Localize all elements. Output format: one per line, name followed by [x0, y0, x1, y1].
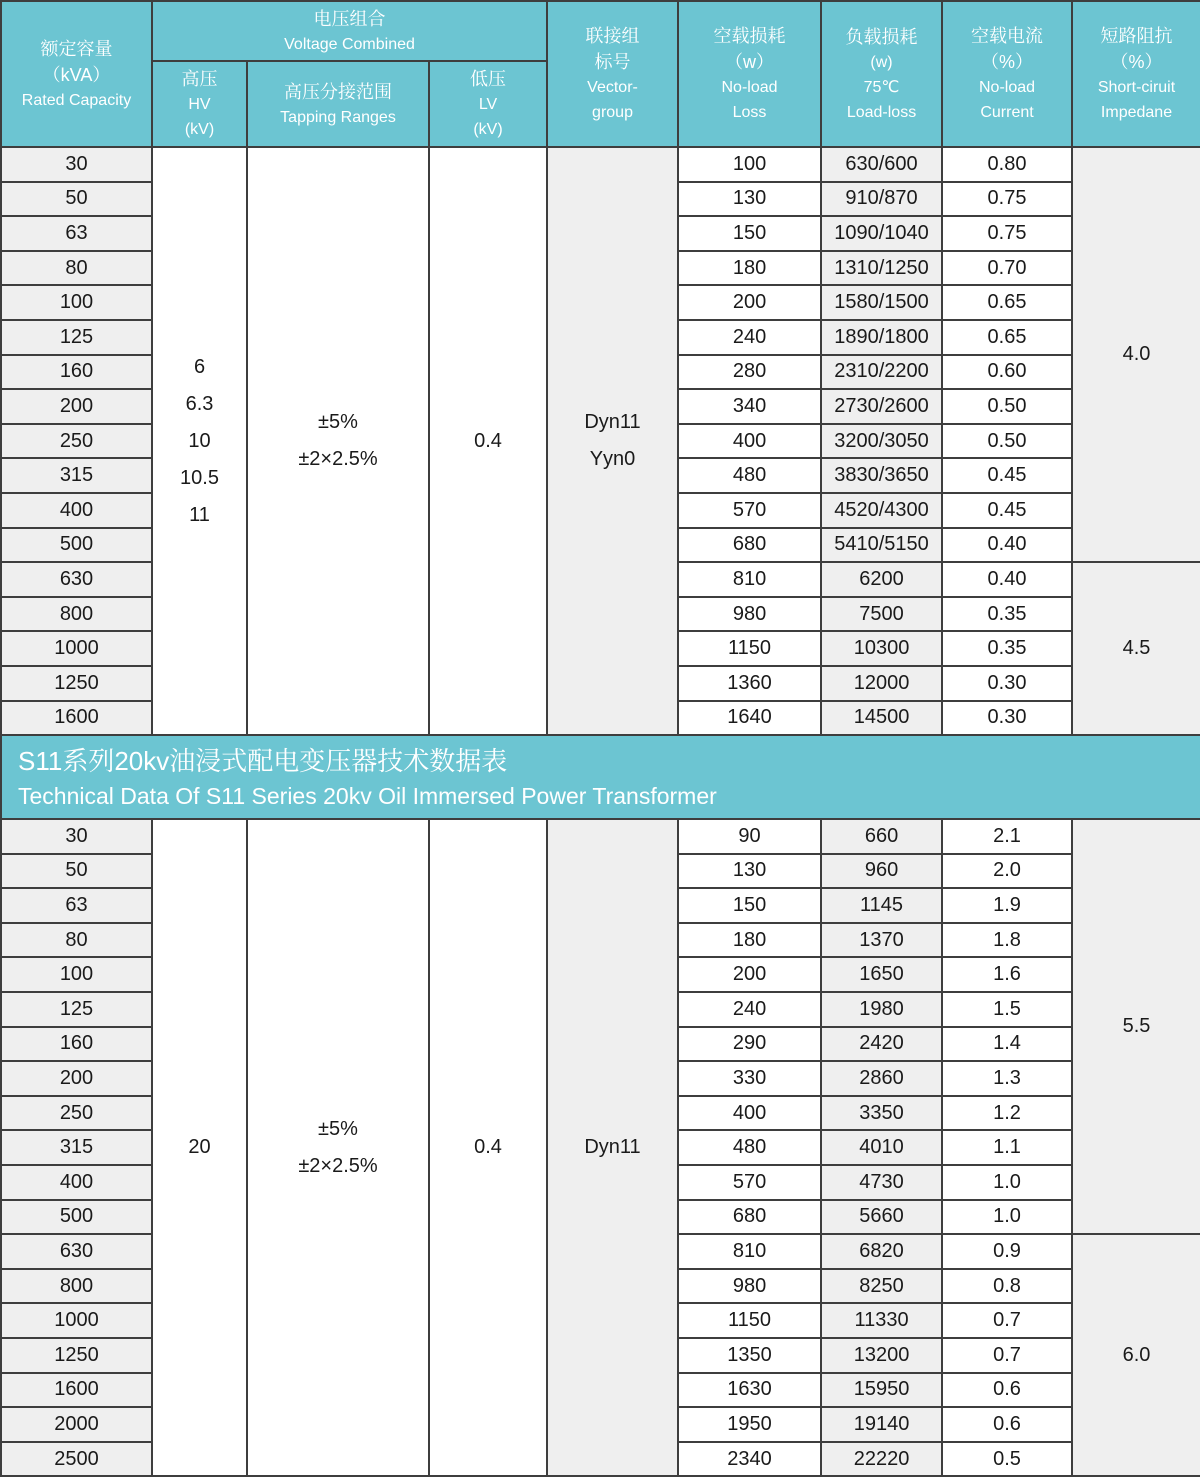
- no-load-current-cell: 0.40: [942, 528, 1072, 563]
- banner-title-zh: S11系列20kv油浸式配电变压器技术数据表: [18, 746, 508, 777]
- rated-capacity-label-zh: 额定容量: [40, 38, 113, 59]
- no-load-current-cell: 1.0: [942, 1165, 1072, 1200]
- no-load-current-cell: 1.4: [942, 1027, 1072, 1062]
- vector-group-cell: [547, 147, 678, 735]
- load-loss-cell: 3830/3650: [821, 458, 942, 493]
- table-body-20kv: [1, 819, 1200, 1476]
- tapping-range-cell-line: ±2×2.5%: [298, 1154, 378, 1177]
- rated-capacity-cell: 1000: [1, 631, 152, 666]
- no-load-loss-cell: 180: [678, 251, 821, 286]
- rated-capacity-cell: 80: [1, 251, 152, 286]
- no-load-loss-cell: 980: [678, 597, 821, 632]
- no-load-loss-cell: 280: [678, 355, 821, 390]
- no-load-loss-cell: 1630: [678, 1373, 821, 1408]
- rated-capacity-cell: 125: [1, 992, 152, 1027]
- rated-capacity-cell: 800: [1, 597, 152, 632]
- vector-group-label-en1: Vector-: [587, 79, 638, 96]
- no-load-current-cell: 0.6: [942, 1407, 1072, 1442]
- no-load-current-cell: 0.60: [942, 355, 1072, 390]
- hv-voltage-cell-line: 10.5: [180, 466, 219, 489]
- no-load-loss-cell: 980: [678, 1269, 821, 1304]
- no-load-loss-cell: 1150: [678, 1303, 821, 1338]
- rated-capacity-cell: 250: [1, 424, 152, 459]
- lv-voltage-cell-line: 0.4: [474, 1136, 502, 1159]
- no-load-loss-cell: 240: [678, 320, 821, 355]
- section-banner-body: [1, 735, 1200, 819]
- no-load-loss-cell: 810: [678, 1234, 821, 1269]
- load-loss-cell: 1145: [821, 888, 942, 923]
- hv-voltage-cell-line: 20: [188, 1136, 211, 1159]
- load-loss-cell: 4520/4300: [821, 493, 942, 528]
- no-load-loss-cell: 680: [678, 528, 821, 563]
- hv-label-zh: 高压: [181, 69, 218, 89]
- vector-group-cell-line: Dyn11: [584, 411, 641, 434]
- no-load-current-cell: 0.50: [942, 424, 1072, 459]
- load-loss-unit: (w): [870, 53, 893, 71]
- no-load-loss-cell: 810: [678, 562, 821, 597]
- no-load-current-cell: 0.6: [942, 1373, 1072, 1408]
- no-load-current-unit: （%）: [981, 52, 1034, 72]
- rated-capacity-cell: 630: [1, 1234, 152, 1269]
- col-header-voltage-combined: [152, 1, 547, 61]
- rated-capacity-cell: 63: [1, 216, 152, 251]
- table-body-6-11kv: [1, 147, 1200, 735]
- no-load-current-cell: 0.65: [942, 285, 1072, 320]
- rated-capacity-label-en: Rated Capacity: [21, 91, 132, 109]
- load-loss-cell: 8250: [821, 1269, 942, 1304]
- load-loss-cell: 22220: [821, 1442, 942, 1477]
- no-load-current-cell: 0.45: [942, 458, 1072, 493]
- tapping-range-label-en: Tapping Ranges: [280, 108, 396, 126]
- no-load-current-cell: 0.65: [942, 320, 1072, 355]
- load-loss-cell: 14500: [821, 701, 942, 736]
- vector-group-label-en2: group: [592, 104, 633, 121]
- no-load-loss-cell: 480: [678, 458, 821, 493]
- hv-label-en: HV: [188, 96, 211, 113]
- no-load-current-cell: 1.5: [942, 992, 1072, 1027]
- banner-title-en: Technical Data Of S11 Series 20kv Oil Immersed Power Transformer: [18, 783, 717, 810]
- load-loss-cell: 3200/3050: [821, 424, 942, 459]
- vector-group-cell: [547, 819, 678, 1476]
- rated-capacity-cell: 1250: [1, 1338, 152, 1373]
- no-load-current-cell: 0.30: [942, 666, 1072, 701]
- no-load-loss-cell: 150: [678, 888, 821, 923]
- no-load-current-cell: 1.1: [942, 1130, 1072, 1165]
- rated-capacity-cell: 1250: [1, 666, 152, 701]
- short-circuit-impedance-cell: 4.0: [1072, 147, 1200, 562]
- no-load-loss-cell: 2340: [678, 1442, 821, 1477]
- no-load-loss-label-zh: 空载损耗: [713, 26, 786, 46]
- vector-group-label-zh2: 标号: [594, 52, 631, 72]
- load-loss-cell: 2860: [821, 1061, 942, 1096]
- load-loss-cell: 6820: [821, 1234, 942, 1269]
- rated-capacity-cell: 30: [1, 147, 152, 182]
- no-load-loss-unit: （w）: [725, 52, 775, 72]
- col-header-hv: [152, 61, 247, 147]
- no-load-current-cell: 0.35: [942, 597, 1072, 632]
- load-loss-cell: 4010: [821, 1130, 942, 1165]
- col-header-rated-capacity: [1, 1, 152, 147]
- impedance-label-en1: Short-ciruit: [1097, 79, 1176, 96]
- lv-unit: (kV): [473, 121, 503, 138]
- load-loss-cell: 12000: [821, 666, 942, 701]
- load-loss-cell: 2420: [821, 1027, 942, 1062]
- rated-capacity-cell: 160: [1, 1027, 152, 1062]
- load-loss-label-zh: 负载损耗: [845, 26, 918, 47]
- hv-voltage-cell-line: 11: [189, 503, 210, 526]
- no-load-loss-cell: 90: [678, 819, 821, 854]
- no-load-loss-cell: 130: [678, 854, 821, 889]
- load-loss-cell: 11330: [821, 1303, 942, 1338]
- no-load-current-cell: 0.5: [942, 1442, 1072, 1477]
- load-loss-cell: 1090/1040: [821, 216, 942, 251]
- col-header-vector-group: [547, 1, 678, 147]
- no-load-loss-label-en2: Loss: [732, 104, 767, 121]
- rated-capacity-cell: 160: [1, 355, 152, 390]
- load-loss-cell: 10300: [821, 631, 942, 666]
- load-loss-label-en: Load-loss: [846, 103, 917, 121]
- no-load-loss-cell: 570: [678, 493, 821, 528]
- no-load-current-cell: 0.7: [942, 1338, 1072, 1373]
- lv-label-zh: 低压: [470, 69, 506, 89]
- short-circuit-impedance-cell: 5.5: [1072, 819, 1200, 1234]
- voltage-combined-label-en: Voltage Combined: [284, 35, 415, 53]
- load-loss-cell: 3350: [821, 1096, 942, 1131]
- tapping-range-cell-line: ±2×2.5%: [298, 448, 378, 471]
- no-load-loss-cell: 180: [678, 923, 821, 958]
- section-banner: [1, 735, 1200, 819]
- hv-voltage-cell-line: 6: [193, 355, 206, 378]
- no-load-current-cell: 0.70: [942, 251, 1072, 286]
- load-loss-cell: 1370: [821, 923, 942, 958]
- no-load-current-cell: 2.0: [942, 854, 1072, 889]
- load-loss-cell: 13200: [821, 1338, 942, 1373]
- no-load-loss-cell: 1150: [678, 631, 821, 666]
- col-header-no-load-current: [942, 1, 1072, 147]
- no-load-loss-cell: 200: [678, 285, 821, 320]
- col-header-short-circuit-impedance: [1072, 1, 1200, 147]
- lv-label-en: LV: [478, 96, 498, 113]
- load-loss-cell: 15950: [821, 1373, 942, 1408]
- no-load-loss-cell: 200: [678, 957, 821, 992]
- vector-group-cell-line: Yyn0: [589, 448, 636, 471]
- hv-voltage-cell-line: 6.3: [185, 392, 214, 415]
- rated-capacity-cell: 2500: [1, 1442, 152, 1477]
- table-row: [1, 147, 1200, 182]
- load-loss-cell: 5660: [821, 1200, 942, 1235]
- impedance-label-en2: Impedane: [1100, 104, 1173, 121]
- load-loss-cell: 5410/5150: [821, 528, 942, 563]
- no-load-loss-cell: 480: [678, 1130, 821, 1165]
- no-load-current-cell: 2.1: [942, 819, 1072, 854]
- no-load-current-cell: 0.40: [942, 562, 1072, 597]
- load-loss-cell: 910/870: [821, 182, 942, 217]
- load-loss-cell: 6200: [821, 562, 942, 597]
- no-load-current-cell: 0.45: [942, 493, 1072, 528]
- rated-capacity-cell: 30: [1, 819, 152, 854]
- no-load-current-cell: 0.9: [942, 1234, 1072, 1269]
- tapping-range-label-zh: 高压分接范围: [284, 81, 392, 102]
- load-loss-cell: 19140: [821, 1407, 942, 1442]
- rated-capacity-unit: （kVA）: [42, 64, 111, 85]
- col-header-tapping-range: [247, 61, 429, 147]
- rated-capacity-cell: 100: [1, 285, 152, 320]
- rated-capacity-cell: 1600: [1, 701, 152, 736]
- vector-group-cell-line: Dyn11: [584, 1136, 641, 1159]
- no-load-current-label-en2: Current: [980, 104, 1034, 121]
- load-loss-cell: 1580/1500: [821, 285, 942, 320]
- load-loss-cell: 1650: [821, 957, 942, 992]
- no-load-loss-cell: 330: [678, 1061, 821, 1096]
- rated-capacity-cell: 1000: [1, 1303, 152, 1338]
- no-load-current-cell: 0.75: [942, 182, 1072, 217]
- rated-capacity-cell: 200: [1, 389, 152, 424]
- col-header-lv: [429, 61, 547, 147]
- col-header-load-loss: [821, 1, 942, 147]
- no-load-loss-cell: 400: [678, 1096, 821, 1131]
- no-load-loss-cell: 130: [678, 182, 821, 217]
- no-load-current-cell: 1.6: [942, 957, 1072, 992]
- hv-voltage-cell-line: 10: [188, 429, 211, 452]
- no-load-loss-cell: 1640: [678, 701, 821, 736]
- hv-voltage-cell: [152, 147, 247, 735]
- rated-capacity-cell: 315: [1, 458, 152, 493]
- load-loss-cell: 630/600: [821, 147, 942, 182]
- no-load-current-cell: 1.2: [942, 1096, 1072, 1131]
- no-load-loss-cell: 400: [678, 424, 821, 459]
- load-loss-cell: 1890/1800: [821, 320, 942, 355]
- rated-capacity-cell: 250: [1, 1096, 152, 1131]
- vector-group-label-zh1: 联接组: [585, 26, 640, 46]
- load-loss-cell: 660: [821, 819, 942, 854]
- rated-capacity-cell: 50: [1, 182, 152, 217]
- no-load-current-cell: 0.35: [942, 631, 1072, 666]
- short-circuit-impedance-cell: 6.0: [1072, 1234, 1200, 1476]
- lv-voltage-cell: [429, 147, 547, 735]
- no-load-loss-cell: 290: [678, 1027, 821, 1062]
- no-load-loss-cell: 100: [678, 147, 821, 182]
- voltage-combined-label-zh: 电压组合: [313, 8, 386, 29]
- rated-capacity-cell: 500: [1, 1200, 152, 1235]
- lv-voltage-cell: [429, 819, 547, 1476]
- no-load-loss-cell: 570: [678, 1165, 821, 1200]
- table-row: [1, 819, 1200, 854]
- no-load-current-cell: 0.8: [942, 1269, 1072, 1304]
- rated-capacity-cell: 80: [1, 923, 152, 958]
- rated-capacity-cell: 800: [1, 1269, 152, 1304]
- tapping-range-cell-line: ±5%: [318, 411, 358, 434]
- tapping-range-cell: [247, 147, 429, 735]
- rated-capacity-cell: 200: [1, 1061, 152, 1096]
- hv-unit: (kV): [184, 121, 215, 138]
- lv-voltage-cell-line: 0.4: [474, 429, 502, 452]
- no-load-current-cell: 1.8: [942, 923, 1072, 958]
- rated-capacity-cell: 1600: [1, 1373, 152, 1408]
- tapping-range-cell-line: ±5%: [318, 1117, 358, 1140]
- no-load-loss-label-en1: No-load: [721, 79, 778, 96]
- banner-row: [1, 735, 1200, 819]
- hv-voltage-cell: [152, 819, 247, 1476]
- no-load-current-cell: 0.50: [942, 389, 1072, 424]
- rated-capacity-cell: 500: [1, 528, 152, 563]
- no-load-loss-cell: 1350: [678, 1338, 821, 1373]
- load-loss-cell: 1980: [821, 992, 942, 1027]
- rated-capacity-cell: 63: [1, 888, 152, 923]
- load-loss-temp: 75℃: [863, 78, 900, 96]
- short-circuit-impedance-cell: 4.5: [1072, 562, 1200, 735]
- col-header-no-load-loss: [678, 1, 821, 147]
- load-loss-cell: 7500: [821, 597, 942, 632]
- no-load-loss-cell: 1950: [678, 1407, 821, 1442]
- impedance-label-zh: 短路阻抗: [1100, 26, 1173, 46]
- no-load-current-cell: 0.7: [942, 1303, 1072, 1338]
- no-load-current-label-en1: No-load: [979, 79, 1036, 96]
- no-load-loss-cell: 1360: [678, 666, 821, 701]
- rated-capacity-cell: 315: [1, 1130, 152, 1165]
- rated-capacity-cell: 50: [1, 854, 152, 889]
- load-loss-cell: 2730/2600: [821, 389, 942, 424]
- no-load-loss-cell: 240: [678, 992, 821, 1027]
- load-loss-cell: 4730: [821, 1165, 942, 1200]
- rated-capacity-cell: 2000: [1, 1407, 152, 1442]
- no-load-loss-cell: 340: [678, 389, 821, 424]
- tapping-range-cell: [247, 819, 429, 1476]
- no-load-current-cell: 1.0: [942, 1200, 1072, 1235]
- rated-capacity-cell: 400: [1, 1165, 152, 1200]
- load-loss-cell: 960: [821, 854, 942, 889]
- table-header: [1, 1, 1200, 147]
- no-load-current-cell: 0.30: [942, 701, 1072, 736]
- no-load-current-cell: 0.75: [942, 216, 1072, 251]
- no-load-current-cell: 0.80: [942, 147, 1072, 182]
- load-loss-cell: 1310/1250: [821, 251, 942, 286]
- rated-capacity-cell: 100: [1, 957, 152, 992]
- header-row-top: [1, 1, 1200, 61]
- impedance-unit: （%）: [1110, 52, 1163, 72]
- no-load-current-label-zh: 空载电流: [971, 26, 1044, 46]
- no-load-loss-cell: 150: [678, 216, 821, 251]
- rated-capacity-cell: 630: [1, 562, 152, 597]
- rated-capacity-cell: 400: [1, 493, 152, 528]
- rated-capacity-cell: 125: [1, 320, 152, 355]
- load-loss-cell: 2310/2200: [821, 355, 942, 390]
- no-load-current-cell: 1.3: [942, 1061, 1072, 1096]
- no-load-loss-cell: 680: [678, 1200, 821, 1235]
- no-load-current-cell: 1.9: [942, 888, 1072, 923]
